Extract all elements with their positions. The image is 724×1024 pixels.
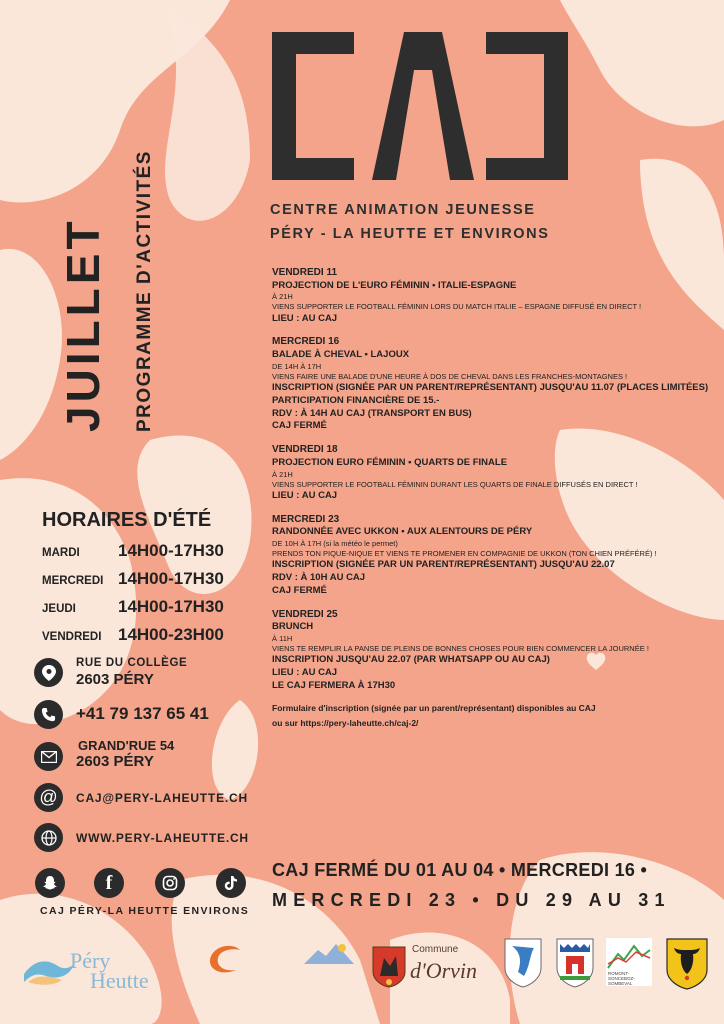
event-extra: LE CAJ FERMERA À 17H30: [272, 679, 396, 691]
romont-mountain-icon: [606, 938, 652, 972]
location-icon: [34, 658, 63, 687]
event-item: [272, 513, 712, 598]
event-time: À 21H: [272, 469, 293, 479]
hours-time: 14H00-17H30: [118, 541, 224, 560]
event-time: À 11H: [272, 633, 293, 643]
program-title: PROGRAMME D'ACTIVITÉS: [134, 150, 155, 432]
event-extra: CAJ FERMÉ: [272, 420, 327, 432]
sauge-logo: [294, 938, 364, 998]
orvin-crest-icon: [372, 946, 406, 988]
event-extra: INSCRIPTION (SIGNÉE PAR UN PARENT/REPRÉSENTANT) JUSQU'AU 22.07: [272, 559, 615, 571]
tiktok-icon[interactable]: [216, 868, 246, 898]
event-title: BALADE À CHEVAL • LAJOUX: [272, 348, 410, 360]
romont-logo: [606, 938, 654, 998]
hours-row: [42, 541, 224, 561]
event-title: PROJECTION EURO FÉMININ • QUARTS DE FINALE: [272, 456, 508, 468]
event-desc: VIENS SUPPORTER LE FOOTBALL FÉMININ DURANT LES QUARTS DE FINALE DIFFUSÉS EN DIRECT !: [272, 479, 638, 489]
event-desc: PRENDS TON PIQUE-NIQUE ET VIENS TE PROMENER EN COMPAGNIE DE UKKON (TON CHIEN PRÉFÉRÉ) !: [272, 549, 657, 558]
hours-time: 14H00-17H30: [118, 569, 224, 588]
closed-dates-1: CAJ FERMÉ DU 01 AU 04 • MERCREDI 16 •: [272, 860, 648, 880]
event-title: BRUNCH: [272, 621, 314, 633]
event-day: VENDREDI 11: [272, 267, 338, 278]
postal-line-1: GRAND'RUE 54: [78, 738, 175, 753]
website-url[interactable]: WWW.PERY-LAHEUTTE.CH: [76, 831, 249, 845]
form-note-2[interactable]: ou sur https://pery-laheutte.ch/caj-2/: [272, 718, 419, 729]
blue-crest-icon: [504, 938, 542, 988]
hours-row: [42, 625, 224, 645]
bull-crest-logo: [666, 938, 708, 998]
event-time: DE 10H À 17H (si la météo le permet): [272, 538, 398, 548]
event-extra: LIEU : AU CAJ: [272, 312, 338, 324]
event-day: MERCREDI 16: [272, 336, 340, 348]
snapchat-icon[interactable]: [35, 868, 65, 898]
romont-text: ROMONT-SONCEBOZ-SOMBEVAL: [608, 971, 635, 986]
castle-crest-logo: [556, 938, 596, 998]
event-item: [272, 608, 712, 693]
event-extra: PARTICIPATION FINANCIÈRE DE 15.-: [272, 394, 440, 406]
hours-day: VENDREDI: [42, 631, 102, 643]
event-extra: RDV : À 14H AU CAJ (TRANSPORT EN BUS): [272, 407, 472, 419]
brand-subtitle-1: CENTRE ANIMATION JEUNESSE: [270, 202, 536, 218]
hours-day: MARDI: [42, 547, 80, 559]
phone-icon: [34, 700, 63, 729]
event-desc: VIENS SUPPORTER LE FOOTBALL FÉMININ LORS DU MATCH ITALIE – ESPAGNE DIFFUSÉ EN DIRECT !: [272, 302, 642, 312]
pery-logo-text-2: Heutte: [90, 968, 149, 993]
hours-day: JEUDI: [42, 603, 76, 615]
pery-logo-text-1: Péry: [70, 948, 111, 973]
corgemont-emblem-icon: [206, 944, 246, 976]
orvin-small-text: Commune: [412, 944, 459, 955]
hours-row: [42, 569, 224, 589]
brand-subtitle-2: PÉRY - LA HEUTTE ET ENVIRONS: [270, 226, 550, 242]
form-note-1: Formulaire d'inscription (signée par un parent/représentant) disponibles au CAJ: [272, 702, 596, 713]
event-extra: INSCRIPTION (SIGNÉE PAR UN PARENT/REPRÉSENTANT) JUSQU'AU 11.07 (PLACES LIMITÉES): [272, 381, 709, 393]
event-time: DE 14H À 17H: [272, 361, 322, 371]
hours-time: 14H00-23H00: [118, 625, 224, 644]
month-title: JUILLET: [57, 217, 109, 432]
event-item: [272, 335, 712, 433]
social-label: CAJ PÉRY-LA HEUTTE ENVIRONS: [40, 905, 250, 917]
event-extra: LIEU : AU CAJ: [272, 489, 338, 501]
bull-crest-icon: [666, 938, 708, 990]
hours-time: 14H00-17H30: [118, 597, 224, 616]
orvin-text: d'Orvin: [410, 958, 478, 983]
address-line-1: RUE DU COLLÈGE: [76, 657, 188, 669]
address-line-2: 2603 PÉRY: [76, 671, 154, 688]
mail-icon: [34, 742, 63, 771]
globe-icon: [34, 823, 63, 852]
event-day: VENDREDI 25: [272, 608, 338, 620]
heart-icon: [220, 730, 250, 760]
event-item: [272, 443, 712, 502]
crest-blue-logo: [504, 938, 544, 998]
hours-day: MERCREDI: [42, 575, 104, 587]
event-day: VENDREDI 18: [272, 444, 338, 456]
heart-icon: [585, 652, 607, 672]
email-address[interactable]: CAJ@PERY-LAHEUTTE.CH: [76, 791, 248, 805]
event-extra: INSCRIPTION JUSQU'AU 22.07 (PAR WHATSAPP OU AU CAJ): [272, 654, 550, 666]
pery-laheutte-logo: [24, 938, 174, 998]
sauge-text: Sauge: [298, 960, 357, 986]
events-list: [272, 266, 712, 730]
closed-dates-2: MERCREDI 23 • DU 29 AU 31: [272, 890, 671, 910]
event-item: [272, 266, 712, 325]
event-extra: LIEU : AU CAJ: [272, 666, 338, 678]
corgemont-text: CORGEMONT: [188, 976, 277, 990]
facebook-icon[interactable]: f: [94, 868, 124, 898]
postal-line-2: 2603 PÉRY: [76, 753, 154, 770]
corgemont-logo: [188, 938, 278, 998]
event-time: À 21H: [272, 292, 293, 302]
event-desc: VIENS FAIRE UNE BALADE D'UNE HEURE À DOS DE CHEVAL DANS LES FRANCHES-MONTAGNES !: [272, 371, 628, 381]
event-desc: VIENS TE REMPLIR LA PANSE DE PLEINS DE BONNES CHOSES POUR BIEN COMMENCER LA JOURNÉE !: [272, 644, 649, 653]
at-icon: @: [34, 783, 63, 812]
instagram-icon[interactable]: [155, 868, 185, 898]
hours-title: HORAIRES D'ÉTÉ: [42, 509, 212, 531]
event-day: MERCREDI 23: [272, 513, 340, 525]
phone-number[interactable]: +41 79 137 65 41: [76, 704, 209, 723]
pery-wave-icon: [24, 952, 74, 986]
castle-crest-icon: [556, 938, 594, 988]
event-title: RANDONNÉE AVEC UKKON • AUX ALENTOURS DE PÉRY: [272, 526, 533, 538]
event-extra: RDV : À 10H AU CAJ: [272, 571, 366, 583]
event-title: PROJECTION DE L'EURO FÉMININ • ITALIE-ESPAGNE: [272, 279, 517, 291]
caj-logo: [272, 28, 572, 188]
hours-row: [42, 597, 224, 617]
event-extra: CAJ FERMÉ: [272, 584, 327, 596]
orvin-logo: [372, 938, 488, 998]
